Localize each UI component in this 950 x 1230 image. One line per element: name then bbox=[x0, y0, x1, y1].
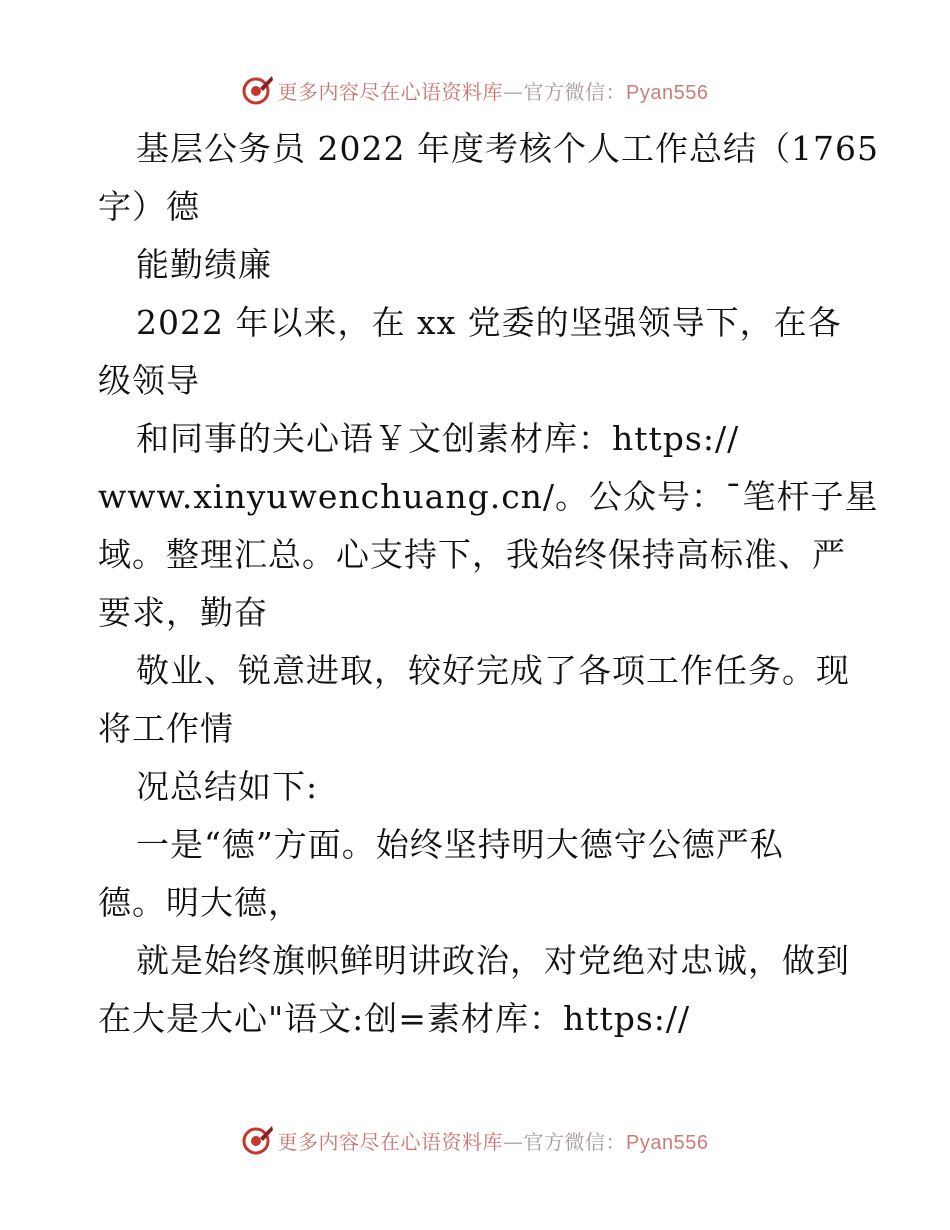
body-line: 况总结如下: bbox=[136, 767, 319, 806]
body-line: 2022 年以来，在 xx 党委的坚强领导下，在各 bbox=[136, 303, 842, 342]
body-line: 德。明大德， bbox=[98, 883, 302, 922]
body-line: 将工作情 bbox=[98, 709, 234, 748]
banner-separator: — bbox=[503, 1129, 524, 1154]
body-line: 字）德 bbox=[98, 187, 200, 226]
pen-logo-icon bbox=[242, 1124, 274, 1156]
banner-main-text: 更多内容尽在心语资料库 bbox=[277, 1129, 504, 1154]
body-line: 要求，勤奋 bbox=[98, 593, 268, 632]
body-line: 基层公务员 2022 年度考核个人工作总结（1765 bbox=[136, 129, 879, 168]
header-watermark-banner bbox=[0, 70, 950, 110]
body-line: 在大是大心"语文:创=素材库：https:// bbox=[98, 999, 691, 1038]
banner-wechat-id: Pyan556 bbox=[626, 81, 709, 104]
footer-watermark-banner bbox=[0, 1120, 950, 1160]
body-line: 敬业、锐意进取，较好完成了各项工作任务。现 bbox=[136, 651, 850, 690]
banner-wechat-label: 官方微信： bbox=[523, 1129, 627, 1154]
banner-wechat-id: Pyan556 bbox=[626, 1131, 709, 1154]
banner-main-text: 更多内容尽在心语资料库 bbox=[277, 79, 504, 104]
banner-wechat-label: 官方微信： bbox=[523, 79, 627, 104]
body-line: 就是始终旗帜鲜明讲政治，对党绝对忠诚，做到 bbox=[136, 941, 850, 980]
body-line: 域。整理汇总。心支持下，我始终保持高标准、严 bbox=[98, 535, 846, 574]
body-line: www.xinyuwenchuang.cn/。公众号：¯笔杆子星 bbox=[98, 477, 879, 516]
pen-logo-icon bbox=[242, 74, 274, 106]
document-body bbox=[98, 120, 879, 1048]
banner-separator: — bbox=[503, 79, 524, 104]
body-line: 和同事的关心语￥文创素材库：https:// bbox=[136, 419, 740, 458]
body-line: 级领导 bbox=[98, 361, 200, 400]
body-line: 一是“德”方面。始终坚持明大德守公德严私 bbox=[136, 825, 784, 864]
body-line: 能勤绩廉 bbox=[136, 245, 272, 284]
